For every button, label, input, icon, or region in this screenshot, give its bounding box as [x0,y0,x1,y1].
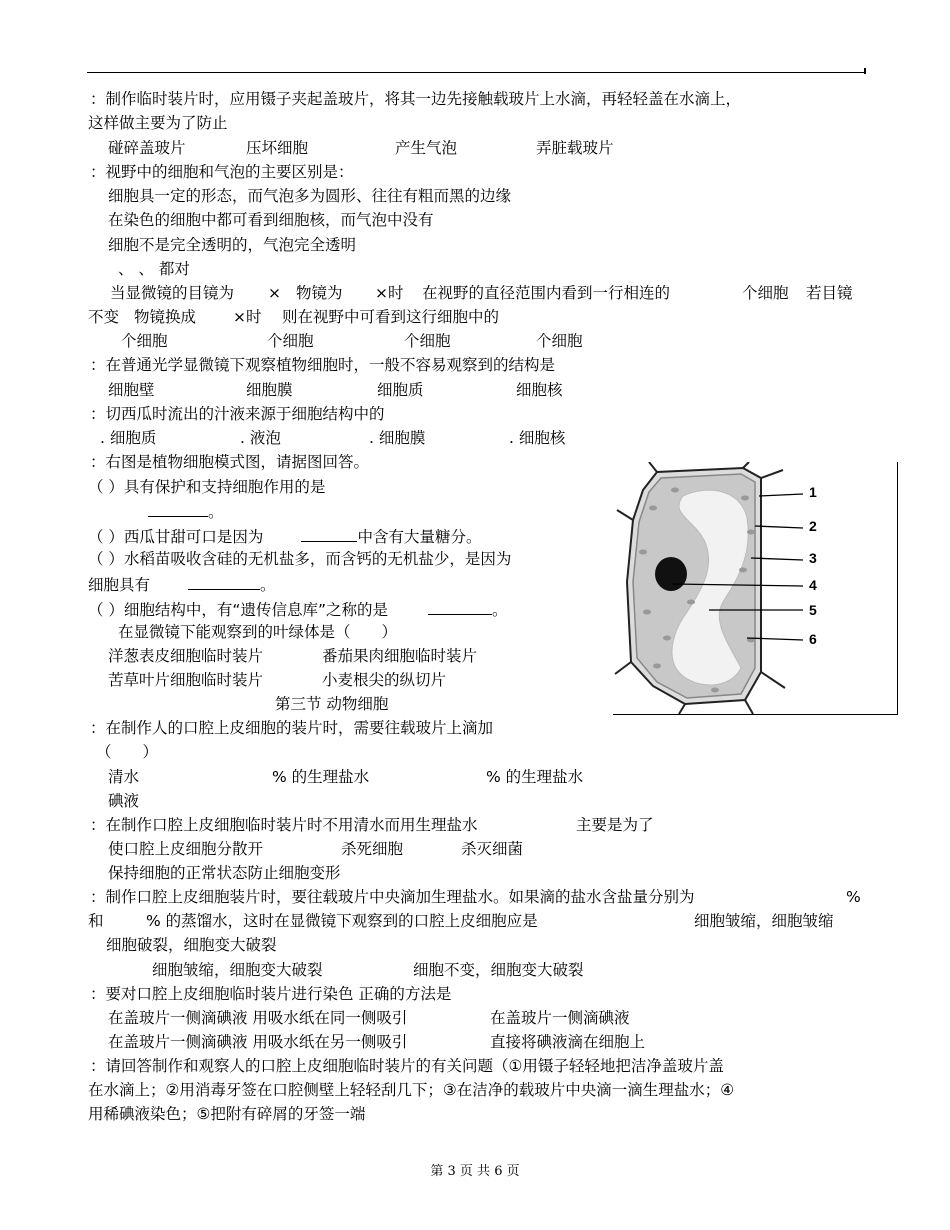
figure-label-6: 6 [809,631,817,647]
q8-option-a: 清水 [108,768,140,786]
q6-part4-text: （ ）细胞结构中，有“遗传信息库”之称的是 [88,601,388,619]
q11-option-c: 在盖玻片一侧滴碘液 用吸水纸在另一侧吸引 [108,1033,408,1051]
q3-text-5: 在视野的直径范围内看到一行相连的 [422,284,671,302]
page-footer: 第 3 页 共 6 页 [430,1164,520,1179]
figure-label-2: 2 [809,518,817,534]
q11-option-b: 在盖玻片一侧滴碘液 [490,1009,630,1027]
q3-text-6: 个细胞 [742,284,789,302]
q8-paren: （ ） [96,743,159,761]
header-rule [87,72,865,73]
q6-stem: ：右图是植物细胞模式图，请据图回答。 [90,453,370,471]
q10-option-d: 细胞不变，细胞变大破裂 [413,961,584,979]
q8-stem: ：在制作人的口腔上皮细胞的装片时，需要往载玻片上滴加 [90,719,494,737]
q2-option-c: 细胞不是完全透明的，气泡完全透明 [108,236,357,254]
q1-option-c: 产生气泡 [395,139,458,157]
section-title: 第三节 动物细胞 [275,695,389,713]
q6-part2-tail: 中含有大量糖分。 [357,528,482,546]
q3-option-d: 个细胞 [536,332,583,350]
q4-option-b: 细胞膜 [246,381,293,399]
nucleus [655,557,687,591]
q12-line2: 在水滴上；②用消毒牙签在口腔侧壁上轻轻刮几下；③在洁净的载玻片中央滴一滴生理盐水；④ [88,1081,735,1099]
q1-stem-line2: 这样做主要为了防止 [88,114,228,132]
header-rule-tick [864,68,866,74]
plant-cell-diagram [613,462,897,714]
q6-part2 [88,525,481,547]
q5-option-d: . 细胞核 [509,429,566,447]
q5-stem: ：切西瓜时流出的汁液来源于细胞结构中的 [90,405,385,423]
q3-text-4: ×时 [375,284,404,302]
q7-option-b: 番茄果肉细胞临时装片 [322,647,478,665]
q3-text-11: 则在视野中可看到这行细胞中的 [282,308,500,326]
q11-option-a: 在盖玻片一侧滴碘液 用吸水纸在同一侧吸引 [108,1009,408,1027]
q9-option-a: 使口腔上皮细胞分散开 [108,840,264,858]
q9-option-d: 保持细胞的正常状态防止细胞变形 [108,864,341,882]
q7-option-d: 小麦根尖的纵切片 [322,671,447,689]
q7-option-a: 洋葱表皮细胞临时装片 [108,647,264,665]
q1-option-a: 碰碎盖玻片 [108,139,186,157]
answer-blank[interactable] [188,573,260,590]
q6-part4-end: 。 [492,601,508,619]
q3-option-b: 个细胞 [267,332,314,350]
answer-blank[interactable] [428,598,492,615]
q10-option-c: 细胞皱缩，细胞变大破裂 [152,961,323,979]
q6-part3-text: 细胞具有 [88,576,151,594]
q3-text-10: ×时 [233,308,262,326]
q9-stem: ：在制作口腔上皮细胞临时装片时不用清水而用生理盐水 [90,816,478,834]
q10-option-b: 细胞破裂，细胞变大破裂 [106,936,277,954]
q10-stem-and: 和 [88,912,104,930]
q3-text-2: × [268,284,281,302]
q3-option-c: 个细胞 [404,332,451,350]
figure-label-1: 1 [809,484,817,500]
q12-line1: ：请回答制作和观察人的口腔上皮细胞临时装片的有关问题（①用镊子轻轻地把洁净盖玻片盖 [90,1057,724,1075]
q2-option-d: 、 、 都对 [118,260,190,278]
q11-stem: ：要对口腔上皮细胞临时装片进行染色 正确的方法是 [90,985,452,1003]
q5-option-a: . 细胞质 [100,429,157,447]
q7-option-c: 苦草叶片细胞临时装片 [108,671,264,689]
q3-text-9: 物镜换成 [134,308,197,326]
figure-label-5: 5 [809,602,817,618]
q6-part2-text: （ ）西瓜甘甜可口是因为 [88,528,264,546]
q8-option-b: % 的生理盐水 [272,768,370,786]
q10-stem-percent: % [846,888,861,906]
q3-text-7: 若目镜 [806,284,853,302]
q5-option-b: . 液泡 [240,429,281,447]
q8-option-c: % 的生理盐水 [486,768,584,786]
plant-cell-figure [613,462,898,715]
q9-option-b: 杀死细胞 [341,840,404,858]
q2-option-a: 细胞具一定的形态，而气泡多为圆形、往往有粗而黑的边缘 [108,187,512,205]
q11-option-d: 直接将碘液滴在细胞上 [490,1033,646,1051]
q6-part1: （ ）具有保护和支持细胞作用的是 [88,478,326,496]
q8-option-d: 碘液 [108,792,140,810]
q4-option-c: 细胞质 [377,381,424,399]
q4-stem: ：在普通光学显微镜下观察植物细胞时，一般不容易观察到的结构是 [90,356,556,374]
q10-stem-line2: % 的蒸馏水，这时在显微镜下观察到的口腔上皮细胞应是 [146,912,538,930]
answer-blank[interactable] [301,525,357,542]
q9-option-c: 杀灭细菌 [461,840,524,858]
q9-stem-tail: 主要是为了 [576,816,654,834]
q4-option-a: 细胞壁 [108,381,155,399]
q12-line3: 用稀碘液染色；⑤把附有碎屑的牙签一端 [88,1105,366,1123]
q1-option-b: 压坏细胞 [246,139,309,157]
q10-option-a: 细胞皱缩，细胞皱缩 [694,912,834,930]
q4-option-d: 细胞核 [516,381,563,399]
q3-text-1: 当显微镜的目镜为 [110,284,235,302]
q6-part3: （ ）水稻苗吸收含硅的无机盐多，而含钙的无机盐少，是因为 [88,550,512,568]
q2-stem: ：视野中的细胞和气泡的主要区别是： [90,163,354,181]
q2-option-b: 在染色的细胞中都可看到细胞核，而气泡中没有 [108,211,434,229]
q6-part3-line2 [88,573,276,595]
q3-option-a: 个细胞 [121,332,168,350]
q6-part4 [88,598,508,620]
q6-part1-end: 。 [208,503,224,521]
q3-text-8: 不变 [88,308,120,326]
figure-label-4: 4 [809,577,817,593]
q1-stem-line1: ：制作临时装片时，应用镊子夹起盖玻片，将其一边先接触载玻片上水滴，再轻轻盖在水滴上， [90,90,742,108]
q7-stem: 在显微镜下能观察到的叶绿体是（ ） [118,623,398,641]
q6-part3-end: 。 [260,576,276,594]
answer-blank[interactable] [148,500,208,517]
q1-option-d: 弄脏载玻片 [536,139,614,157]
q3-text-3: 物镜为 [296,284,343,302]
q10-stem-line1: ：制作口腔上皮细胞装片时，要往载玻片中央滴加生理盐水。如果滴的盐水含盐量分别为 [90,888,695,906]
figure-label-3: 3 [809,550,817,566]
q5-option-c: . 细胞膜 [369,429,426,447]
q6-part1-answer[interactable] [148,500,224,522]
